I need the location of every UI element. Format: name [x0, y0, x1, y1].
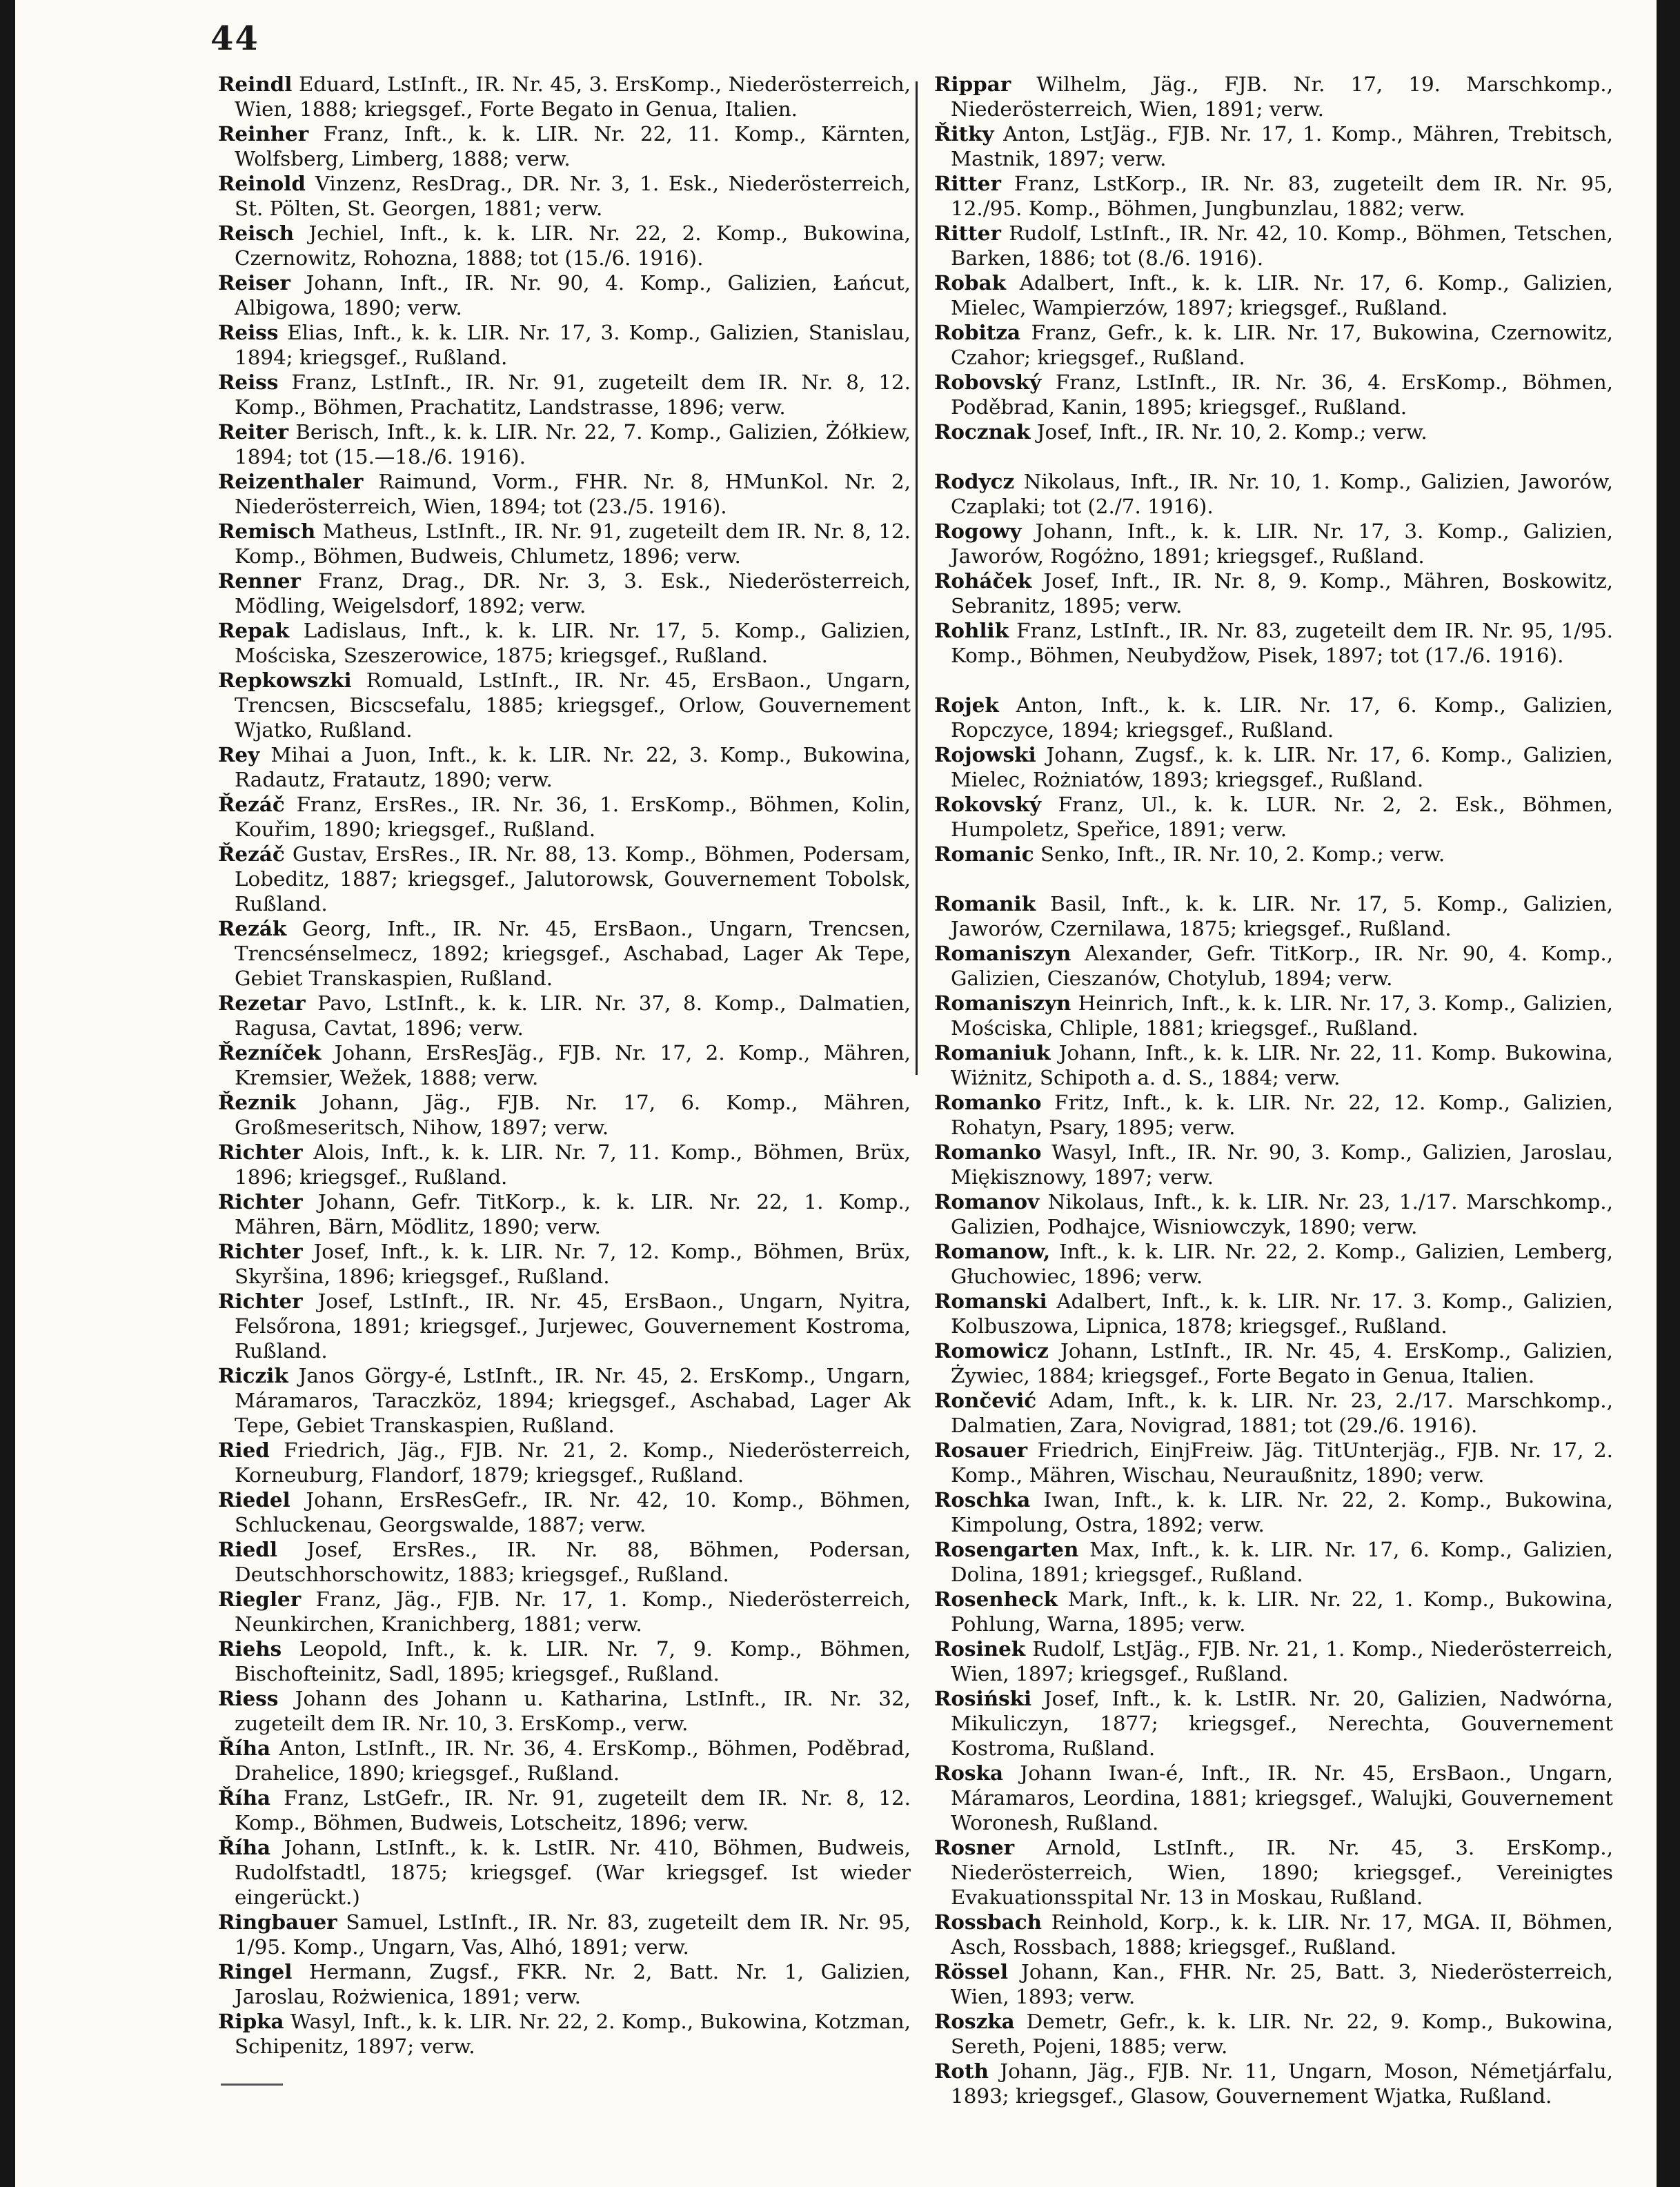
- register-entry: [218, 1189, 911, 1239]
- register-entry: [218, 419, 911, 469]
- register-entry: [934, 1686, 1613, 1761]
- register-entry: [934, 1636, 1613, 1686]
- entry-surname: Reiter: [218, 419, 289, 444]
- entry-details: Johann, Inft., k. k. LIR. Nr. 17, 3. Komp., Galizien, Jaworów, Rogóżno, 1891; kriegsgef., Rußland.: [951, 519, 1613, 568]
- entry-surname: Richter: [218, 1140, 303, 1164]
- entry-surname: Roszka: [934, 2009, 1015, 2033]
- entry-details: Franz, LstInft., IR. Nr. 83, zugeteilt dem IR. Nr. 95, 1/95. Komp., Böhmen, Neubydžow, Pisek, 1897; tot (17./6. 1916).: [951, 619, 1613, 667]
- register-entry: [218, 1835, 911, 1910]
- entry-details: Basil, Inft., k. k. LIR. Nr. 17, 5. Komp., Galizien, Jaworów, Czernilawa, 1875; kriegsgef., Rußland.: [951, 892, 1613, 940]
- entry-surname: Rezák: [218, 916, 287, 940]
- entry-details: Ladislaus, Inft., k. k. LIR. Nr. 17, 5. Komp., Galizien, Mościska, Szeszerowice, 1875; kriegsgef., Rußland.: [235, 619, 911, 667]
- entry-details: Josef, LstInft., IR. Nr. 45, ErsBaon., Ungarn, Nyitra, Felsőrona, 1891; kriegsgef., Jurjewec, Gouvernement Kostroma, Rußland.: [235, 1289, 911, 1363]
- entry-surname: Ritter: [934, 221, 1001, 245]
- register-entry: [934, 1587, 1613, 1636]
- entry-surname: Rosinek: [934, 1636, 1026, 1661]
- register-entry: [218, 1959, 911, 2009]
- register-entry: [934, 941, 1613, 991]
- register-entry: [218, 72, 911, 121]
- entry-surname: Reiss: [218, 320, 279, 344]
- entry-surname: Repak: [218, 618, 290, 642]
- entry-details: Rudolf, LstInft., IR. Nr. 42, 10. Komp., Böhmen, Tetschen, Barken, 1886; tot (8./6. 1916).: [951, 221, 1613, 270]
- entry-surname: Reisch: [218, 221, 295, 245]
- entry-surname: Rosiński: [934, 1686, 1032, 1710]
- entry-surname: Reindl: [218, 72, 293, 96]
- entry-surname: Riess: [218, 1686, 279, 1710]
- entry-details: Friedrich, Jäg., FJB. Nr. 21, 2. Komp., Niederösterreich, Korneuburg, Flandorf, 1879; kriegsgef., Rußland.: [235, 1438, 911, 1487]
- entry-details: Anton, LstJäg., FJB. Nr. 17, 1. Komp., Mähren, Trebitsch, Mastnik, 1897; verw.: [951, 122, 1613, 170]
- register-entry: [218, 742, 911, 792]
- register-entry: [218, 1140, 911, 1189]
- entry-details: Johann, Inft., k. k. LIR. Nr. 22, 11. Komp. Bukowina, Wiżnitz, Schipoth a. d. S., 1884; verw.: [951, 1041, 1613, 1089]
- entry-surname: Rosenheck: [934, 1587, 1058, 1611]
- entry-surname: Rosauer: [934, 1438, 1028, 1462]
- entry-details: Franz, Jäg., FJB. Nr. 17, 1. Komp., Niederösterreich, Neunkirchen, Kranichberg, 1881; verw.: [235, 1587, 911, 1636]
- entry-details: Anton, Inft., k. k. LIR. Nr. 17, 6. Komp., Galizien, Ropczyce, 1894; kriegsgef., Rußland.: [951, 693, 1613, 742]
- page-number: 44: [210, 19, 259, 58]
- register-entry: [934, 2059, 1613, 2108]
- entry-surname: Riegler: [218, 1587, 302, 1611]
- entry-details: Johann, Jäg., FJB. Nr. 17, 6. Komp., Mähren, Großmeseritsch, Nihow, 1897; verw.: [235, 1091, 911, 1139]
- register-entry: [218, 1537, 911, 1587]
- register-entry: [934, 1910, 1613, 1959]
- register-entry: [218, 469, 911, 519]
- register-entry: [934, 1289, 1613, 1338]
- register-entry: [934, 519, 1613, 568]
- entry-details: Samuel, LstInft., IR. Nr. 83, zugeteilt dem IR. Nr. 95, 1/95. Komp., Ungarn, Vas, Alhó, 1891; verw.: [235, 1910, 911, 1959]
- entry-surname: Řeznik: [218, 1090, 296, 1114]
- entry-details: Anton, LstInft., IR. Nr. 36, 4. ErsKomp., Böhmen, Poděbrad, Drahelice, 1890; kriegsgef., Rußland.: [235, 1736, 911, 1785]
- register-entry: [218, 519, 911, 568]
- register-entry: [934, 1438, 1613, 1487]
- entry-surname: Rössel: [934, 1959, 1008, 1983]
- entry-details: Franz, Inft., k. k. LIR. Nr. 22, 11. Komp., Kärnten, Wolfsberg, Limberg, 1888; verw.: [235, 122, 911, 170]
- entry-details: Reinhold, Korp., k. k. LIR. Nr. 17, MGA. II, Böhmen, Asch, Rossbach, 1888; kriegsgef., Rußland.: [951, 1910, 1613, 1959]
- entry-surname: Riczik: [218, 1363, 288, 1387]
- register-entry: [934, 1090, 1613, 1140]
- entry-details: Wilhelm, Jäg., FJB. Nr. 17, 19. Marschkomp., Niederösterreich, Wien, 1891; verw.: [951, 72, 1613, 121]
- entry-surname: Ringel: [218, 1959, 293, 1983]
- entry-surname: Riedel: [218, 1487, 290, 1512]
- register-entry: [934, 1761, 1613, 1835]
- register-entry: [218, 221, 911, 270]
- entry-details: Raimund, Vorm., FHR. Nr. 8, HMunKol. Nr. 2, Niederösterreich, Wien, 1894; tot (23./5. 1916).: [235, 470, 911, 518]
- register-entry: [218, 1785, 911, 1835]
- entry-details: Janos Görgy-é, LstInft., IR. Nr. 45, 2. ErsKomp., Ungarn, Máramaros, Taraczköz, 1894; kriegsgef., Aschabad, Lager Ak Tepe, Gebiet Transkaspien, Rußland.: [235, 1364, 911, 1437]
- entry-surname: Rezetar: [218, 991, 306, 1015]
- entry-surname: Rojowski: [934, 742, 1036, 766]
- entry-surname: Rodycz: [934, 469, 1015, 493]
- entry-details: Matheus, LstInft., IR. Nr. 91, zugeteilt dem IR. Nr. 8, 12. Komp., Böhmen, Budweis, Chlumetz, 1896; verw.: [235, 519, 911, 568]
- register-entry: [218, 792, 911, 842]
- entry-details: Gustav, ErsRes., IR. Nr. 88, 13. Komp., Böhmen, Podersam, Lobeditz, 1887; kriegsgef., Jalutorowsk, Gouvernement Tobolsk, Rußland.: [235, 842, 911, 916]
- entry-details: Johann, ErsResJäg., FJB. Nr. 17, 2. Komp., Mähren, Kremsier, Wežek, 1888; verw.: [235, 1041, 911, 1089]
- entry-details: Inft., k. k. LIR. Nr. 22, 2. Komp., Galizien, Lemberg, Głuchowiec, 1896; verw.: [951, 1240, 1613, 1288]
- entry-details: Johann, Kan., FHR. Nr. 25, Batt. 3, Niederösterreich, Wien, 1893; verw.: [951, 1960, 1613, 2008]
- entry-surname: Reinher: [218, 121, 309, 146]
- entry-details: Johann, Jäg., FJB. Nr. 11, Ungarn, Moson, Németjárfalu, 1893; kriegsgef., Glasow, Gouvernement Wjatka, Rußland.: [951, 2059, 1613, 2108]
- register-entry: [934, 1338, 1613, 1388]
- register-entry: [934, 693, 1613, 742]
- register-entry: [934, 320, 1613, 370]
- entry-surname: Roschka: [934, 1487, 1031, 1512]
- entry-details: Franz, Drag., DR. Nr. 3, 3. Esk., Niederösterreich, Mödling, Weigelsdorf, 1892; verw.: [235, 569, 911, 617]
- entry-details: Vinzenz, ResDrag., DR. Nr. 3, 1. Esk., Niederösterreich, St. Pölten, St. Georgen, 1881; verw.: [235, 172, 911, 220]
- register-entry: [934, 1040, 1613, 1090]
- entry-details: Demetr, Gefr., k. k. LIR. Nr. 22, 9. Komp., Bukowina, Sereth, Pojeni, 1885; verw.: [951, 2010, 1613, 2058]
- entry-surname: Rohlik: [934, 618, 1009, 642]
- register-entry: [218, 1289, 911, 1363]
- entry-surname: Rogowy: [934, 519, 1022, 543]
- register-entry: [934, 72, 1613, 121]
- register-entry: [218, 1363, 911, 1438]
- right-column: [934, 72, 1613, 2108]
- register-entry: [218, 1736, 911, 1785]
- entry-surname: Reiser: [218, 270, 291, 295]
- register-entry: [218, 568, 911, 618]
- register-entry: [218, 1090, 911, 1140]
- register-entry: [934, 2009, 1613, 2059]
- register-entry: [934, 1388, 1613, 1438]
- entry-details: Franz, LstGefr., IR. Nr. 91, zugeteilt dem IR. Nr. 8, 12. Komp., Böhmen, Budweis, Lotscheitz, 1896; verw.: [235, 1786, 911, 1834]
- entry-surname: Romanko: [934, 1140, 1042, 1164]
- register-entry: [934, 370, 1613, 419]
- entry-details: Johann des Johann u. Katharina, LstInft., IR. Nr. 32, zugeteilt dem IR. Nr. 10, 3. ErsKomp., verw.: [235, 1687, 911, 1735]
- entry-details: Pavo, LstInft., k. k. LIR. Nr. 37, 8. Komp., Dalmatien, Ragusa, Cavtat, 1896; verw.: [235, 991, 911, 1040]
- entry-surname: Řezníček: [218, 1040, 322, 1065]
- register-entry: [218, 1636, 911, 1686]
- entry-surname: Říha: [218, 1835, 271, 1859]
- register-entry: [218, 1040, 911, 1090]
- entry-surname: Ringbauer: [218, 1910, 337, 1934]
- entry-surname: Romanow,: [934, 1239, 1051, 1263]
- entry-surname: Richter: [218, 1289, 303, 1313]
- entry-surname: Ried: [218, 1438, 270, 1462]
- left-column: [218, 72, 911, 2059]
- register-entry: [218, 1686, 911, 1736]
- entry-details: Max, Inft., k. k. LIR. Nr. 17, 6. Komp., Galizien, Dolina, 1891; kriegsgef., Rußland.: [951, 1538, 1613, 1586]
- register-entry: [934, 1537, 1613, 1587]
- entry-surname: Robovský: [934, 370, 1042, 394]
- register-entry: [934, 792, 1613, 842]
- register-entry: [934, 469, 1613, 519]
- register-entry: [218, 171, 911, 221]
- entry-details: Rudolf, LstJäg., FJB. Nr. 21, 1. Komp., Niederösterreich, Wien, 1897; kriegsgef., Rußland.: [951, 1637, 1613, 1685]
- register-entry: [934, 1189, 1613, 1239]
- register-entry: [218, 991, 911, 1040]
- entry-details: Hermann, Zugsf., FKR. Nr. 2, Batt. Nr. 1, Galizien, Jaroslau, Rożwienica, 1891; verw.: [235, 1960, 911, 2008]
- entry-surname: Reiss: [218, 370, 279, 394]
- entry-details: Franz, LstInft., IR. Nr. 36, 4. ErsKomp., Böhmen, Poděbrad, Kanin, 1895; kriegsgef., Rußland.: [951, 370, 1613, 419]
- register-entry: [934, 891, 1613, 941]
- entry-details: Nikolaus, Inft., k. k. LIR. Nr. 23, 1./17. Marschkomp., Galizien, Podhajce, Wisniowczyk, 1890; verw.: [951, 1190, 1613, 1238]
- entry-details: Leopold, Inft., k. k. LIR. Nr. 7, 9. Komp., Böhmen, Bischofteinitz, Sadl, 1895; kriegsgef., Rußland.: [235, 1637, 911, 1685]
- entry-details: Arnold, LstInft., IR. Nr. 45, 3. ErsKomp., Niederösterreich, Wien, 1890; kriegsgef., Vereinigtes Evakuationsspital Nr. 13 in Moskau, Rußland.: [951, 1836, 1613, 1909]
- entry-surname: Rocznak: [934, 419, 1031, 444]
- entry-details: Johann, Zugsf., k. k. LIR. Nr. 17, 6. Komp., Galizien, Mielec, Rożniatów, 1893; kriegsgef., Rußland.: [951, 743, 1613, 791]
- entry-surname: Řezáč: [218, 792, 285, 816]
- register-entry: [934, 1959, 1613, 2009]
- register-entry: [934, 121, 1613, 171]
- register-entry: [218, 916, 911, 991]
- entry-surname: Romanov: [934, 1189, 1040, 1214]
- entry-details: Johann, LstInft., k. k. LstIR. Nr. 410, Böhmen, Budweis, Rudolfstadtl, 1875; kriegsgef. (War kriegsgef. Ist wieder eingerückt.): [235, 1836, 911, 1909]
- entry-surname: Rojek: [934, 693, 999, 717]
- entry-surname: Roháček: [934, 568, 1032, 593]
- register-entry: [218, 320, 911, 370]
- entry-surname: Robitza: [934, 320, 1021, 344]
- entry-surname: Riedl: [218, 1537, 278, 1561]
- entry-details: Josef, Inft., IR. Nr. 10, 2. Komp.; verw.: [1036, 420, 1427, 444]
- entry-details: Elias, Inft., k. k. LIR. Nr. 17, 3. Komp., Galizien, Stanislau, 1894; kriegsgef., Rußland.: [235, 321, 911, 369]
- entry-details: Heinrich, Inft., k. k. LIR. Nr. 17, 3. Komp., Galizien, Mościska, Chliple, 1881; kriegsgef., Rußland.: [951, 991, 1613, 1040]
- entry-surname: Řezáč: [218, 842, 285, 866]
- entry-surname: Rey: [218, 742, 260, 766]
- entry-surname: Romaniuk: [934, 1040, 1051, 1065]
- entry-details: Romuald, LstInft., IR. Nr. 45, ErsBaon., Ungarn, Trencsen, Bicscsefalu, 1885; kriegsgef., Orlow, Gouvernement Wjatko, Rußland.: [235, 669, 911, 742]
- register-entry: [218, 1239, 911, 1289]
- entry-surname: Rončević: [934, 1388, 1037, 1412]
- entry-surname: Rossbach: [934, 1910, 1042, 1934]
- register-entry: [934, 419, 1613, 469]
- register-entry: [934, 568, 1613, 618]
- register-entry: [934, 1140, 1613, 1189]
- entry-details: Johann, ErsResGefr., IR. Nr. 42, 10. Komp., Böhmen, Schluckenau, Georgswalde, 1887; verw.: [235, 1488, 911, 1536]
- entry-details: Fritz, Inft., k. k. LIR. Nr. 22, 12. Komp., Galizien, Rohatyn, Psary, 1895; verw.: [951, 1091, 1613, 1139]
- register-entry: [934, 1239, 1613, 1289]
- entry-details: Johann Iwan-é, Inft., IR. Nr. 45, ErsBaon., Ungarn, Máramaros, Leordina, 1881; kriegsgef., Walujki, Gouvernement Woronesh, Rußland.: [951, 1761, 1613, 1834]
- register-entry: [218, 668, 911, 742]
- register-entry: [934, 221, 1613, 270]
- entry-details: Franz, LstInft., IR. Nr. 91, zugeteilt dem IR. Nr. 8, 12. Komp., Böhmen, Prachatitz, Landstrasse, 1896; verw.: [235, 370, 911, 419]
- register-entry: [218, 618, 911, 668]
- entry-surname: Romanko: [934, 1090, 1042, 1114]
- register-entry: [218, 1587, 911, 1636]
- entry-surname: Rippar: [934, 72, 1011, 96]
- entry-details: Josef, ErsRes., IR. Nr. 88, Böhmen, Podersan, Deutschhorschowitz, 1883; kriegsgef., Rußland.: [235, 1538, 911, 1586]
- register-entry: [218, 2009, 911, 2059]
- entry-details: Georg, Inft., IR. Nr. 45, ErsBaon., Ungarn, Trencsen, Trencsénselmecz, 1892; kriegsgef., Aschabad, Lager Ak Tepe, Gebiet Transkaspien, Rußland.: [235, 917, 911, 990]
- register-entry: [218, 270, 911, 320]
- register-entry: [934, 991, 1613, 1040]
- entry-surname: Richter: [218, 1189, 303, 1214]
- footer-mark: [221, 2084, 283, 2086]
- entry-surname: Romanic: [934, 842, 1034, 866]
- entry-details: Johann, Gefr. TitKorp., k. k. LIR. Nr. 22, 1. Komp., Mähren, Bärn, Mödlitz, 1890; verw.: [235, 1190, 911, 1238]
- entry-surname: Repkowszki: [218, 668, 352, 692]
- entry-details: Jechiel, Inft., k. k. LIR. Nr. 22, 2. Komp., Bukowina, Czernowitz, Rohozna, 1888; tot (15./6. 1916).: [235, 221, 911, 270]
- entry-surname: Riehs: [218, 1636, 282, 1661]
- scan-border-right: [1657, 0, 1680, 2187]
- register-entry: [934, 171, 1613, 221]
- register-entry: [934, 742, 1613, 792]
- entry-surname: Rosner: [934, 1835, 1015, 1859]
- scan-border-left: [0, 0, 15, 2187]
- register-entry: [218, 1487, 911, 1537]
- entry-details: Franz, LstKorp., IR. Nr. 83, zugeteilt dem IR. Nr. 95, 12./95. Komp., Böhmen, Jungbunzlau, 1882; verw.: [951, 172, 1613, 220]
- entry-details: Adalbert, Inft., k. k. LIR. Nr. 17, 6. Komp., Galizien, Mielec, Wampierzów, 1897; kriegsgef., Rußland.: [951, 271, 1613, 319]
- entry-surname: Říha: [218, 1736, 271, 1760]
- register-entry: [934, 270, 1613, 320]
- register-entry: [218, 1910, 911, 1959]
- register-entry: [218, 842, 911, 916]
- entry-surname: Ripka: [218, 2009, 284, 2033]
- register-entry: [218, 370, 911, 419]
- entry-surname: Rosengarten: [934, 1537, 1079, 1561]
- entry-details: Josef, Inft., IR. Nr. 8, 9. Komp., Mähren, Boskowitz, Sebranitz, 1895; verw.: [951, 569, 1613, 617]
- entry-surname: Richter: [218, 1239, 303, 1263]
- entry-details: Mihai a Juon, Inft., k. k. LIR. Nr. 22, 3. Komp., Bukowina, Radautz, Fratautz, 1890; verw.: [235, 743, 911, 791]
- register-entry: [934, 1835, 1613, 1910]
- register-entry: [934, 842, 1613, 891]
- entry-details: Johann, Inft., IR. Nr. 90, 4. Komp., Galizien, Łańcut, Albigowa, 1890; verw.: [235, 271, 911, 319]
- entry-details: Alois, Inft., k. k. LIR. Nr. 7, 11. Komp., Böhmen, Brüx, 1896; kriegsgef., Rußland.: [235, 1140, 911, 1189]
- column-divider: [916, 81, 918, 1075]
- entry-details: Franz, ErsRes., IR. Nr. 36, 1. ErsKomp., Böhmen, Kolin, Kouřim, 1890; kriegsgef., Rußland.: [235, 793, 911, 841]
- entry-details: Senko, Inft., IR. Nr. 10, 2. Komp.; verw.: [1040, 842, 1445, 866]
- entry-surname: Romanik: [934, 891, 1036, 916]
- entry-surname: Reizenthaler: [218, 469, 364, 493]
- entry-surname: Romanski: [934, 1289, 1047, 1313]
- entry-surname: Remisch: [218, 519, 316, 543]
- entry-surname: Roth: [934, 2059, 989, 2083]
- entry-surname: Romowicz: [934, 1338, 1049, 1363]
- entry-details: Eduard, LstInft., IR. Nr. 45, 3. ErsKomp., Niederösterreich, Wien, 1888; kriegsgef., Forte Begato in Genua, Italien.: [235, 72, 911, 121]
- register-entry: [934, 1487, 1613, 1537]
- entry-details: Wasyl, Inft., IR. Nr. 90, 3. Komp., Galizien, Jaroslau, Miękisznowy, 1897; verw.: [951, 1140, 1613, 1189]
- entry-details: Josef, Inft., k. k. LIR. Nr. 7, 12. Komp., Böhmen, Brüx, Skyršina, 1896; kriegsgef., Rußland.: [235, 1240, 911, 1288]
- entry-details: Adalbert, Inft., k. k. LIR. Nr. 17. 3. Komp., Galizien, Kolbuszowa, Lipnica, 1878; kriegsgef., Rußland.: [951, 1289, 1613, 1338]
- register-entry: [218, 121, 911, 171]
- register-entry: [934, 618, 1613, 693]
- entry-details: Nikolaus, Inft., IR. Nr. 10, 1. Komp., Galizien, Jaworów, Czaplaki; tot (2./7. 1916).: [951, 470, 1613, 518]
- entry-details: Berisch, Inft., k. k. LIR. Nr. 22, 7. Komp., Galizien, Żółkiew, 1894; tot (15.—18./6. 1916).: [235, 420, 911, 468]
- entry-details: Iwan, Inft., k. k. LIR. Nr. 22, 2. Komp., Bukowina, Kimpolung, Ostra, 1892; verw.: [951, 1488, 1613, 1536]
- entry-surname: Robak: [934, 270, 1006, 295]
- entry-details: Franz, Ul., k. k. LUR. Nr. 2, 2. Esk., Böhmen, Humpoletz, Speřice, 1891; verw.: [951, 793, 1613, 841]
- entry-surname: Rokovský: [934, 792, 1042, 816]
- entry-details: Mark, Inft., k. k. LIR. Nr. 22, 1. Komp., Bukowina, Pohlung, Warna, 1895; verw.: [951, 1587, 1613, 1636]
- entry-details: Josef, Inft., k. k. LstIR. Nr. 20, Galizien, Nadwórna, Mikuliczyn, 1877; kriegsgef., Nerechta, Gouvernement Kostroma, Rußland.: [951, 1687, 1613, 1760]
- entry-surname: Romaniszyn: [934, 941, 1071, 965]
- entry-surname: Říha: [218, 1785, 271, 1810]
- entry-surname: Romaniszyn: [934, 991, 1071, 1015]
- entry-surname: Ritter: [934, 171, 1001, 195]
- entry-surname: Renner: [218, 568, 302, 593]
- entry-details: Adam, Inft., k. k. LIR. Nr. 23, 2./17. Marschkomp., Dalmatien, Zara, Novigrad, 1881; tot (29./6. 1916).: [951, 1389, 1613, 1437]
- entry-details: Friedrich, EinjFreiw. Jäg. TitUnterjäg., FJB. Nr. 17, 2. Komp., Mähren, Wischau, Neuraußnitz, 1890; verw.: [951, 1438, 1613, 1487]
- entry-details: Alexander, Gefr. TitKorp., IR. Nr. 90, 4. Komp., Galizien, Cieszanów, Chotylub, 1894; verw.: [951, 942, 1613, 990]
- entry-surname: Reinold: [218, 171, 306, 195]
- entry-details: Franz, Gefr., k. k. LIR. Nr. 17, Bukowina, Czernowitz, Czahor; kriegsgef., Rußland.: [951, 321, 1613, 369]
- entry-details: Johann, LstInft., IR. Nr. 45, 4. ErsKomp., Galizien, Żywiec, 1884; kriegsgef., Forte Begato in Genua, Italien.: [951, 1339, 1613, 1387]
- entry-surname: Řitky: [934, 121, 994, 146]
- entry-surname: Roska: [934, 1761, 1003, 1785]
- entry-details: Wasyl, Inft., k. k. LIR. Nr. 22, 2. Komp., Bukowina, Kotzman, Schipenitz, 1897; verw.: [235, 2010, 911, 2058]
- register-entry: [218, 1438, 911, 1487]
